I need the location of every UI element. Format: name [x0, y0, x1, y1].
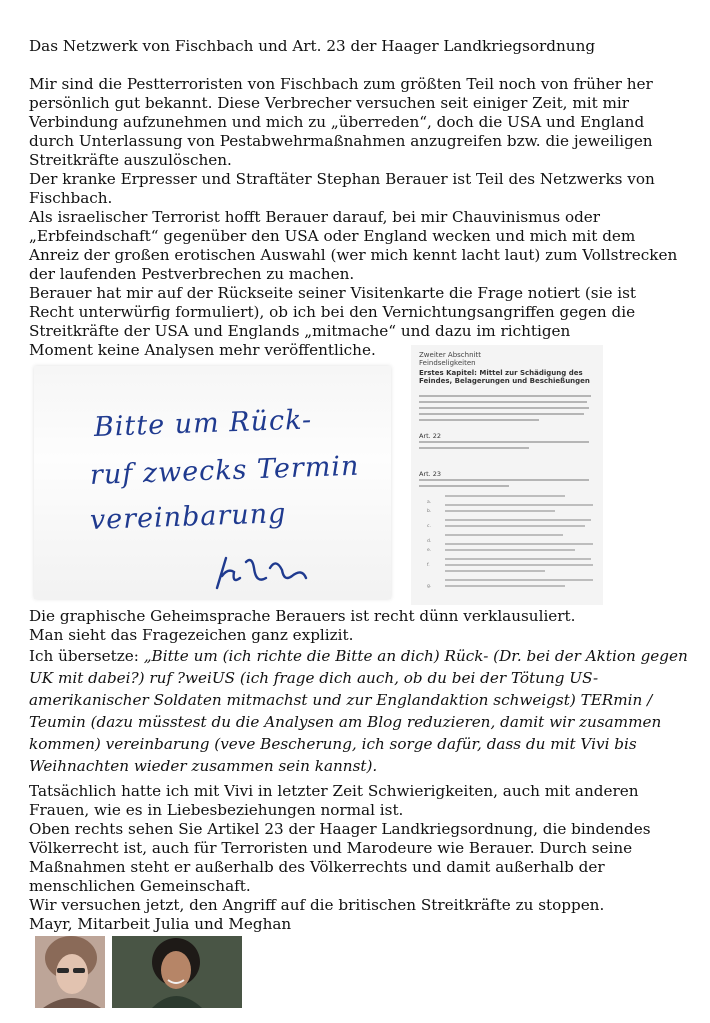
excerpt-article-23: Art. 23	[419, 470, 442, 478]
excerpt-list-marker: a.	[427, 500, 432, 505]
handwriting-line-1: Bitte um Rück-	[93, 404, 313, 443]
portrait-2-image	[112, 936, 242, 1008]
excerpt-section-heading	[419, 351, 481, 367]
excerpt-list-line	[445, 504, 593, 506]
excerpt-text-line	[419, 413, 584, 415]
handwriting-line-2: ruf zwecks Termin	[89, 450, 360, 491]
excerpt-list-line	[445, 570, 545, 572]
portrait-photo-2	[112, 936, 242, 1008]
excerpt-list-line	[445, 585, 565, 587]
excerpt-text-line	[419, 395, 591, 397]
portrait-photo-1	[35, 936, 105, 1008]
excerpt-text-line	[419, 419, 539, 421]
excerpt-list-line	[445, 579, 593, 581]
excerpt-list-line	[445, 510, 555, 512]
excerpt-text-line	[419, 441, 589, 443]
author-line: Mayr, Mitarbeit Julia und Meghan	[29, 915, 292, 933]
paragraph-article-23: Oben rechts sehen Sie Artikel 23 der Haager Landkriegsordnung, die bindendes Völkerrecht ist, auch für Terroristen und Marodeure wie Berauer. Durch seine Maßnahmen steht er außerhalb des Völkerrechts und damit außerhalb der menschlichen Gemeinschaft.	[29, 820, 651, 895]
excerpt-list-line	[445, 495, 565, 497]
excerpt-list-line	[445, 534, 563, 536]
excerpt-list-line	[445, 543, 593, 545]
translation-prefix: Ich übersetze:	[29, 647, 144, 665]
excerpt-list-marker: b.	[427, 509, 432, 514]
portrait-1-image	[35, 936, 105, 1008]
handwriting-line-3: vereinbarung	[89, 498, 287, 536]
excerpt-list-line	[445, 558, 591, 560]
excerpt-list-marker: d.	[427, 539, 432, 544]
translation-block	[29, 607, 689, 777]
signature-icon	[212, 548, 312, 592]
excerpt-chapter-heading: Erstes Kapitel: Mittel zur Schädigung des Feindes, Belagerungen und Beschießungen	[419, 369, 590, 385]
excerpt-list-marker: e.	[427, 548, 432, 553]
handwritten-card-image	[34, 366, 391, 599]
excerpt-text-line	[419, 401, 587, 403]
excerpt-text-line	[419, 447, 529, 449]
legal-excerpt-image	[411, 345, 603, 605]
excerpt-text-line	[419, 485, 509, 487]
paragraph-secret-language: Die graphische Geheimsprache Berauers ist recht dünn verklausuliert.	[29, 607, 576, 625]
translation-text: „Bitte um (ich richte die Bitte an dich) Rück- (Dr. bei der Aktion gegen UK mit dabei?) ruf ?weiUS (ich frage dich auch, ob du bei der Tötung US-amerikanischer Soldaten mitmachst und zur Englandaktion schweigst) TERmin / Teumin (dazu müsstest du die Analysen am Blog reduzieren, damit wir zusammen kommen) vereinbarung (veve Bescherung, ich sorge dafür, dass du mit Vivi bis Weihnachten wieder zusammen sein kannst).	[29, 647, 688, 775]
excerpt-list-line	[445, 564, 593, 566]
excerpt-article-22: Art. 22	[419, 432, 442, 440]
page-title: Das Netzwerk von Fischbach und Art. 23 der Haager Landkriegsordnung	[29, 37, 596, 55]
paragraph-berauer: Der kranke Erpresser und Straftäter Stephan Berauer ist Teil des Netzwerks von Fischbach.	[29, 170, 655, 207]
paragraph-stop-attack: Wir versuchen jetzt, den Angriff auf die britischen Streitkräfte zu stoppen.	[29, 896, 605, 914]
excerpt-list-line	[445, 549, 575, 551]
paragraph-terrorist: Als israelischer Terrorist hofft Berauer darauf, bei mir Chauvinismus oder „Erbfeindschaft“ gegenüber den USA oder England wecken und mich mit dem Anreiz der großen erotischen Auswahl (wer mich kennt lacht laut) zum Vollstrecken der laufenden Pestverbrechen zu machen.	[29, 208, 678, 283]
excerpt-list-marker: g.	[427, 584, 432, 589]
paragraph-network: Mir sind die Pestterroristen von Fischbach zum größten Teil noch von früher her persönlich gut bekannt. Diese Verbrecher versuchen seit einiger Zeit, mit mir Verbindung aufzunehmen und mich zu „überreden“, doch die USA und England durch Unterlassung von Pestabwehrmaßnahmen anzugreifen bzw. die jeweiligen Streitkräfte auszulöschen.	[29, 75, 653, 169]
excerpt-list-marker: f.	[427, 563, 430, 568]
paragraph-vivi: Tatsächlich hatte ich mit Vivi in letzter Zeit Schwierigkeiten, auch mit anderen Frauen, wie es in Liebesbeziehungen normal ist.	[29, 782, 639, 819]
paragraph-translation	[29, 645, 689, 777]
excerpt-list-line	[445, 519, 591, 521]
paragraph-card-line3: Streitkräfte der USA und Englands „mitmache“ und dazu im richtigen	[29, 322, 571, 340]
excerpt-list-line	[445, 525, 585, 527]
paragraph-card-line4: Moment keine Analysen mehr veröffentliche.	[29, 341, 376, 359]
excerpt-list-marker: c.	[427, 524, 431, 529]
paragraph-card-line1: Berauer hat mir auf der Rückseite seiner Visitenkarte die Frage notiert (sie ist	[29, 284, 637, 302]
excerpt-text-line	[419, 407, 589, 409]
excerpt-section-line1: Zweiter Abschnitt	[419, 351, 481, 359]
intro-block	[29, 75, 689, 360]
excerpt-text-line	[419, 479, 589, 481]
paragraph-question-mark: Man sieht das Fragezeichen ganz explizit.	[29, 626, 354, 644]
conclusion-block	[29, 782, 689, 934]
excerpt-section-line2: Feindseligkeiten	[419, 359, 476, 367]
paragraph-card-line2: Recht unterwürfig formuliert), ob ich bei den Vernichtungsangriffen gegen die	[29, 303, 636, 321]
